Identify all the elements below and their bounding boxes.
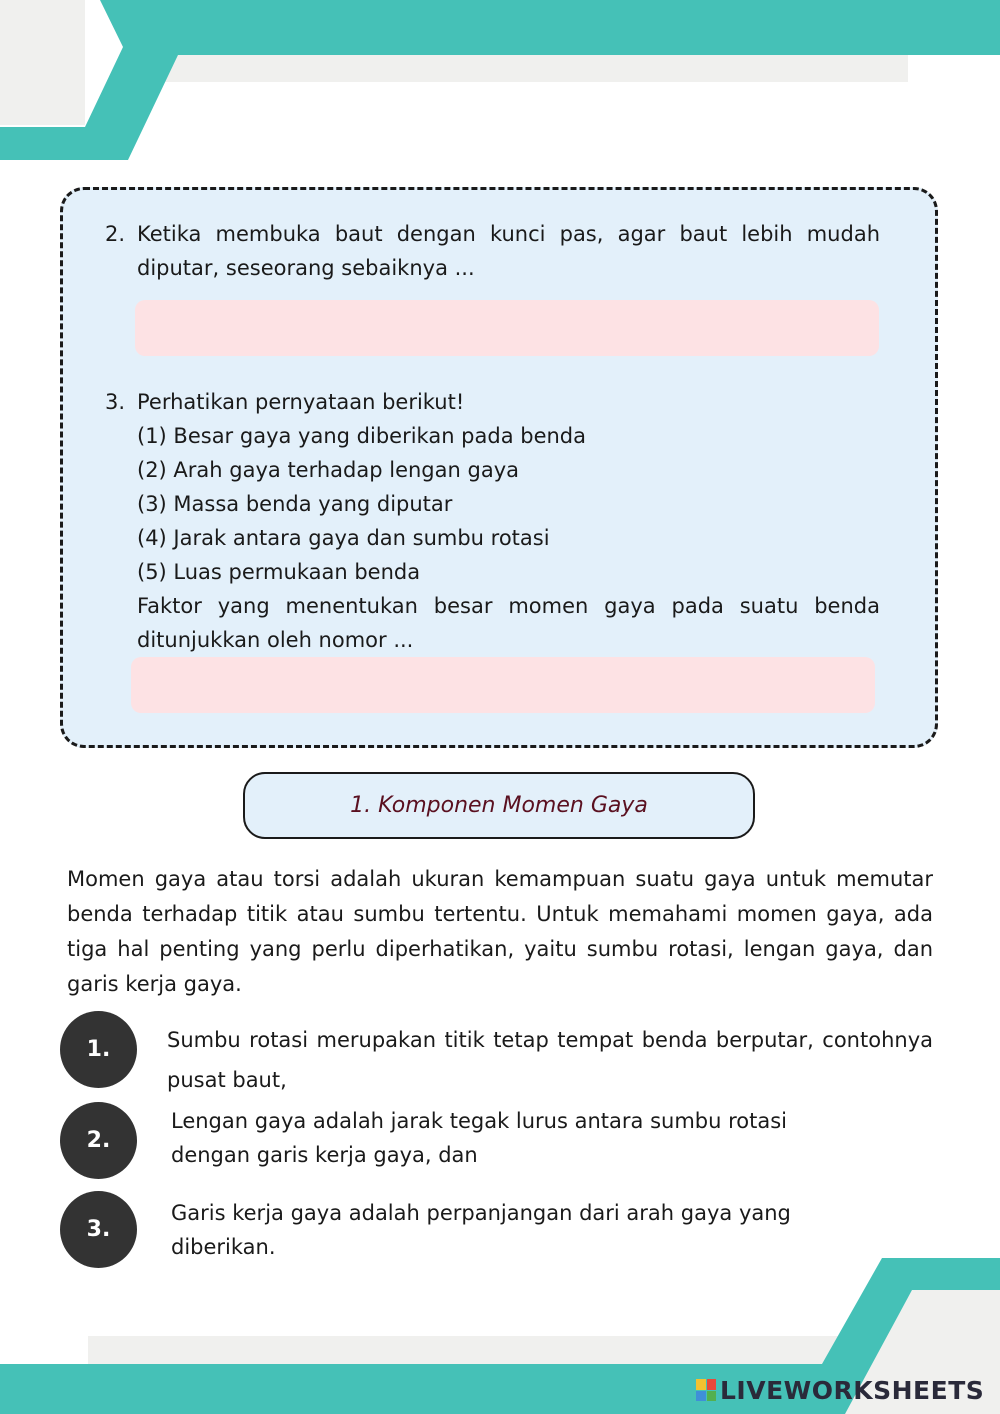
top-decoration	[0, 0, 1000, 165]
item-text: Garis kerja gaya adalah perpanjangan dari arah gaya yang diberikan.	[171, 1201, 791, 1259]
item-text: Sumbu rotasi merupakan titik tetap tempat benda berputar, contohnya pusat baut,	[167, 1028, 933, 1092]
intro-paragraph: Momen gaya atau torsi adalah ukuran kemampuan suatu gaya untuk memutar benda terhadap titik atau sumbu tertentu. Untuk memahami momen gaya, ada tiga hal penting yang perlu diperhatikan, yaitu sumbu rotasi, lengan gaya, dan garis kerja gaya.	[67, 867, 933, 996]
question-text: Faktor yang menentukan besar momen gaya pada suatu benda ditunjukkan oleh nomor ...	[137, 594, 880, 652]
brand-name: LIVEWORKSHEETS	[720, 1375, 985, 1405]
question-box	[60, 187, 938, 748]
statement-item: (1) Besar gaya yang diberikan pada benda	[137, 424, 587, 448]
item-number-circle: 2.	[60, 1102, 137, 1179]
statement-item: (2) Arah gaya terhadap lengan gaya	[137, 458, 519, 482]
statement-item: (3) Massa benda yang diputar	[137, 492, 453, 516]
question-intro: Perhatikan pernyataan berikut!	[137, 390, 465, 414]
answer-input-2[interactable]	[135, 300, 879, 356]
item-number-circle: 1.	[60, 1011, 137, 1088]
question-2	[105, 217, 880, 285]
statement-item: (4) Jarak antara gaya dan sumbu rotasi	[137, 526, 550, 550]
liveworksheets-logo-icon	[696, 1379, 716, 1401]
question-3	[105, 385, 880, 657]
item-text: Lengan gaya adalah jarak tegak lurus antara sumbu rotasi dengan garis kerja gaya, dan	[171, 1109, 787, 1167]
answer-input-3[interactable]	[131, 657, 875, 713]
item-number-circle: 3.	[60, 1191, 137, 1268]
question-number: 3.	[105, 390, 126, 414]
section-heading	[243, 772, 755, 839]
liveworksheets-brand	[696, 1375, 984, 1405]
section-title: 1. Komponen Momen Gaya	[350, 793, 648, 818]
statement-item: (5) Luas permukaan benda	[137, 560, 421, 584]
question-number: 2.	[105, 222, 126, 246]
question-text: Ketika membuka baut dengan kunci pas, agar baut lebih mudah diputar, seseorang sebaiknya ...	[137, 222, 880, 280]
